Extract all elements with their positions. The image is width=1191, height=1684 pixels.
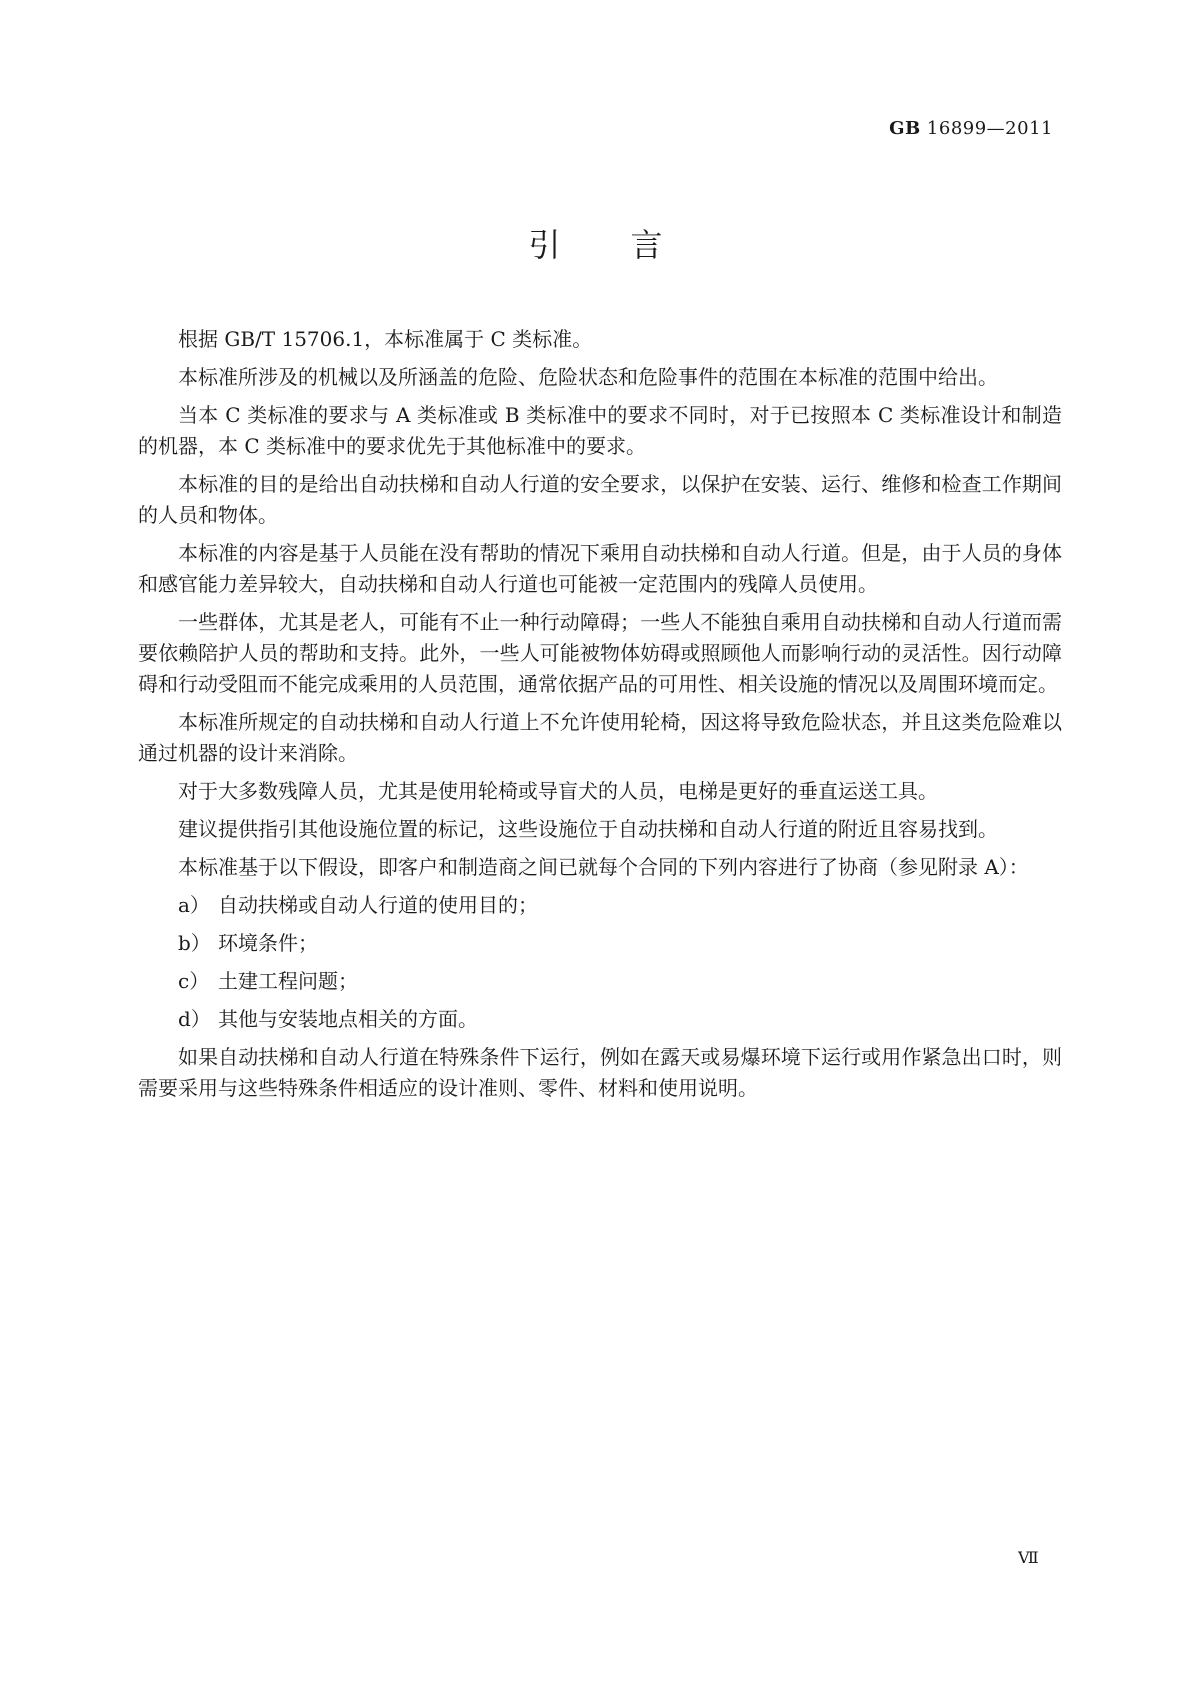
paragraph: 本标准的内容是基于人员能在没有帮助的情况下乘用自动扶梯和自动人行道。但是，由于人员的身体和感官能力差异较大，自动扶梯和自动人行道也可能被一定范围内的残障人员使用。 — [138, 541, 1062, 596]
document-body — [138, 324, 1062, 1104]
list-item-mark: a） — [178, 893, 210, 917]
list-item-text: 自动扶梯或自动人行道的使用目的； — [218, 893, 538, 917]
document-header — [889, 118, 1053, 139]
list-item — [138, 966, 1062, 997]
standard-prefix: GB — [889, 118, 921, 139]
page-title: 引言 — [528, 226, 733, 264]
paragraph: 本标准的目的是给出自动扶梯和自动人行道的安全要求，以保护在安装、运行、维修和检查工作期间的人员和物体。 — [138, 472, 1062, 527]
paragraph: 本标准所涉及的机械以及所涵盖的危险、危险状态和危险事件的范围在本标准的范围中给出。 — [178, 365, 998, 389]
list-item-text: 环境条件； — [218, 931, 318, 955]
paragraph: 一些群体，尤其是老人，可能有不止一种行动障碍；一些人不能独自乘用自动扶梯和自动人行道而需要依赖陪护人员的帮助和支持。此外，一些人可能被物体妨碍或照顾他人而影响行动的灵活性。因行动障碍和行动受阻而不能完成乘用的人员范围，通常依据产品的可用性、相关设施的情况以及周围环境而定。 — [138, 610, 1062, 696]
list-item — [138, 890, 1062, 921]
paragraph: 本标准所规定的自动扶梯和自动人行道上不允许使用轮椅，因这将导致危险状态，并且这类危险难以通过机器的设计来消除。 — [138, 710, 1062, 765]
list-item — [138, 1004, 1062, 1035]
assumption-list — [138, 890, 1062, 1035]
paragraph: 本标准基于以下假设，即客户和制造商之间已就每个合同的下列内容进行了协商（参见附录 A）： — [178, 855, 1029, 879]
list-item — [138, 928, 1062, 959]
paragraph: 根据 GB/T 15706.1，本标准属于 C 类标准。 — [178, 327, 593, 351]
paragraph: 建议提供指引其他设施位置的标记，这些设施位于自动扶梯和自动人行道的附近且容易找到。 — [178, 817, 998, 841]
list-item-text: 土建工程问题； — [218, 969, 358, 993]
paragraph: 对于大多数残障人员，尤其是使用轮椅或导盲犬的人员，电梯是更好的垂直运送工具。 — [178, 779, 938, 803]
list-item-mark: b） — [178, 931, 211, 955]
page-number: Ⅶ — [1018, 1548, 1039, 1567]
paragraph: 当本 C 类标准的要求与 A 类标准或 B 类标准中的要求不同时，对于已按照本 C 类标准设计和制造的机器，本 C 类标准中的要求优先于其他标准中的要求。 — [138, 403, 1062, 458]
paragraph: 如果自动扶梯和自动人行道在特殊条件下运行，例如在露天或易爆环境下运行或用作紧急出口时，则需要采用与这些特殊条件相适应的设计准则、零件、材料和使用说明。 — [138, 1045, 1062, 1100]
list-item-mark: c） — [178, 969, 210, 993]
list-item-text: 其他与安装地点相关的方面。 — [218, 1007, 478, 1031]
list-item-mark: d） — [178, 1007, 211, 1031]
standard-number: 16899—2011 — [926, 118, 1053, 139]
